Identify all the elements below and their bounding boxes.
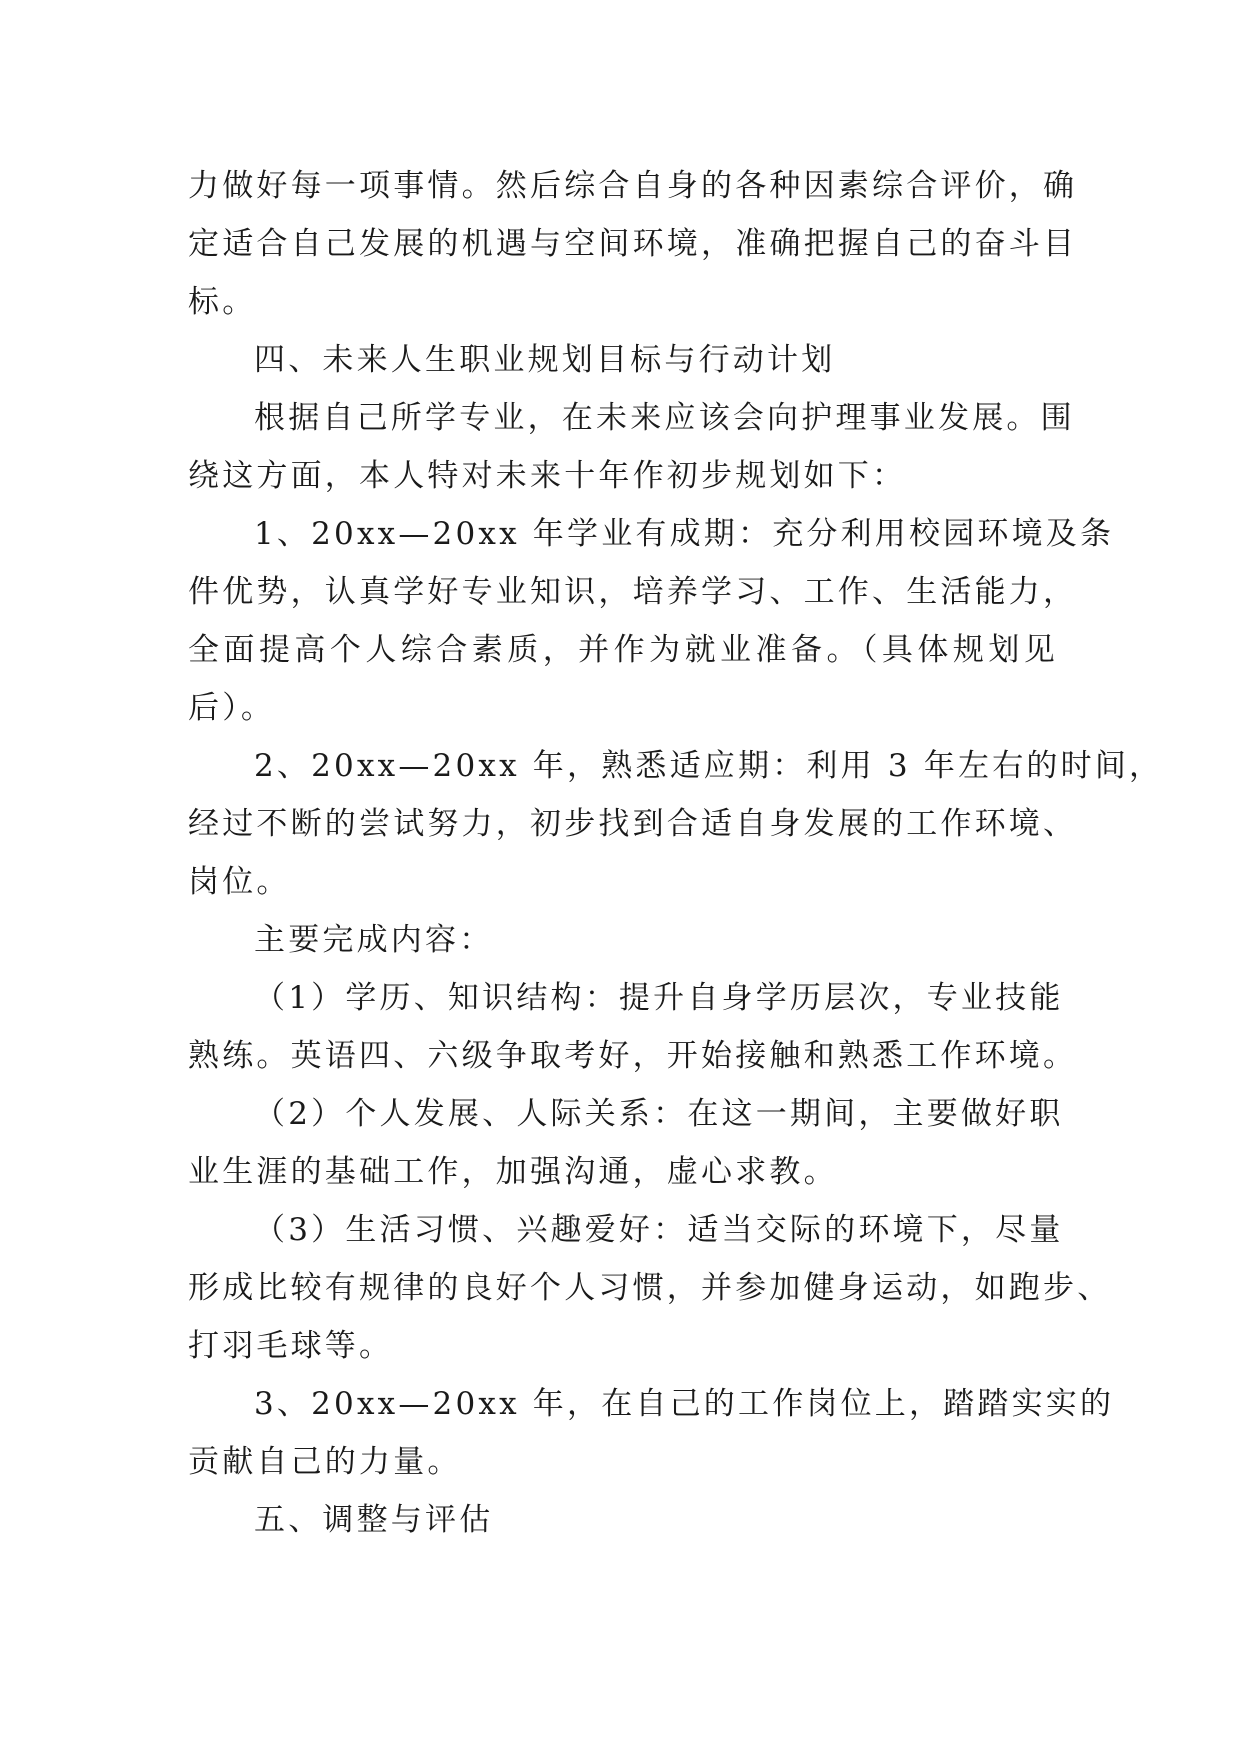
- text-line: 绕这方面，本人特对未来十年作初步规划如下：: [188, 458, 907, 494]
- text-line: 2、20xx—20xx 年，熟悉适应期：利用 3 年左右的时间，: [254, 748, 1164, 784]
- section-heading: 五、调整与评估: [254, 1502, 494, 1538]
- text-line: （1）学历、知识结构：提升自身学历层次，专业技能: [254, 980, 1064, 1016]
- text-line: （3）生活习惯、兴趣爱好：适当交际的环境下，尽量: [254, 1212, 1064, 1248]
- section-heading: 四、未来人生职业规划目标与行动计划: [254, 342, 836, 378]
- text-line: 形成比较有规律的良好个人习惯，并参加健身运动，如跑步、: [188, 1270, 1112, 1306]
- text-line: 业生涯的基础工作，加强沟通，虚心求教。: [188, 1154, 838, 1190]
- text-line: 件优势，认真学好专业知识，培养学习、工作、生活能力，: [188, 574, 1078, 610]
- text-line: 全面提高个人综合素质，并作为就业准备。（具体规划见: [188, 632, 1058, 668]
- text-line: 力做好每一项事情。然后综合自身的各种因素综合评价，确: [188, 168, 1078, 204]
- text-line: 经过不断的尝试努力，初步找到合适自身发展的工作环境、: [188, 806, 1078, 842]
- text-line: 主要完成内容：: [254, 922, 494, 958]
- text-line: 贡献自己的力量。: [188, 1444, 462, 1480]
- text-line: （2）个人发展、人际关系：在这一期间，主要做好职: [254, 1096, 1064, 1132]
- text-line: 根据自己所学专业，在未来应该会向护理事业发展。围: [254, 400, 1075, 436]
- text-line: 岗位。: [188, 864, 291, 900]
- text-line: 定适合自己发展的机遇与空间环境，准确把握自己的奋斗目: [188, 226, 1078, 262]
- text-line: 1、20xx—20xx 年学业有成期：充分利用校园环境及条: [254, 516, 1115, 552]
- text-line: 3、20xx—20xx 年，在自己的工作岗位上，踏踏实实的: [254, 1386, 1115, 1422]
- text-line: 标。: [188, 284, 257, 320]
- text-line: 打羽毛球等。: [188, 1328, 394, 1364]
- text-line: 熟练。英语四、六级争取考好，开始接触和熟悉工作环境。: [188, 1038, 1078, 1074]
- text-line: 后）。: [188, 690, 276, 726]
